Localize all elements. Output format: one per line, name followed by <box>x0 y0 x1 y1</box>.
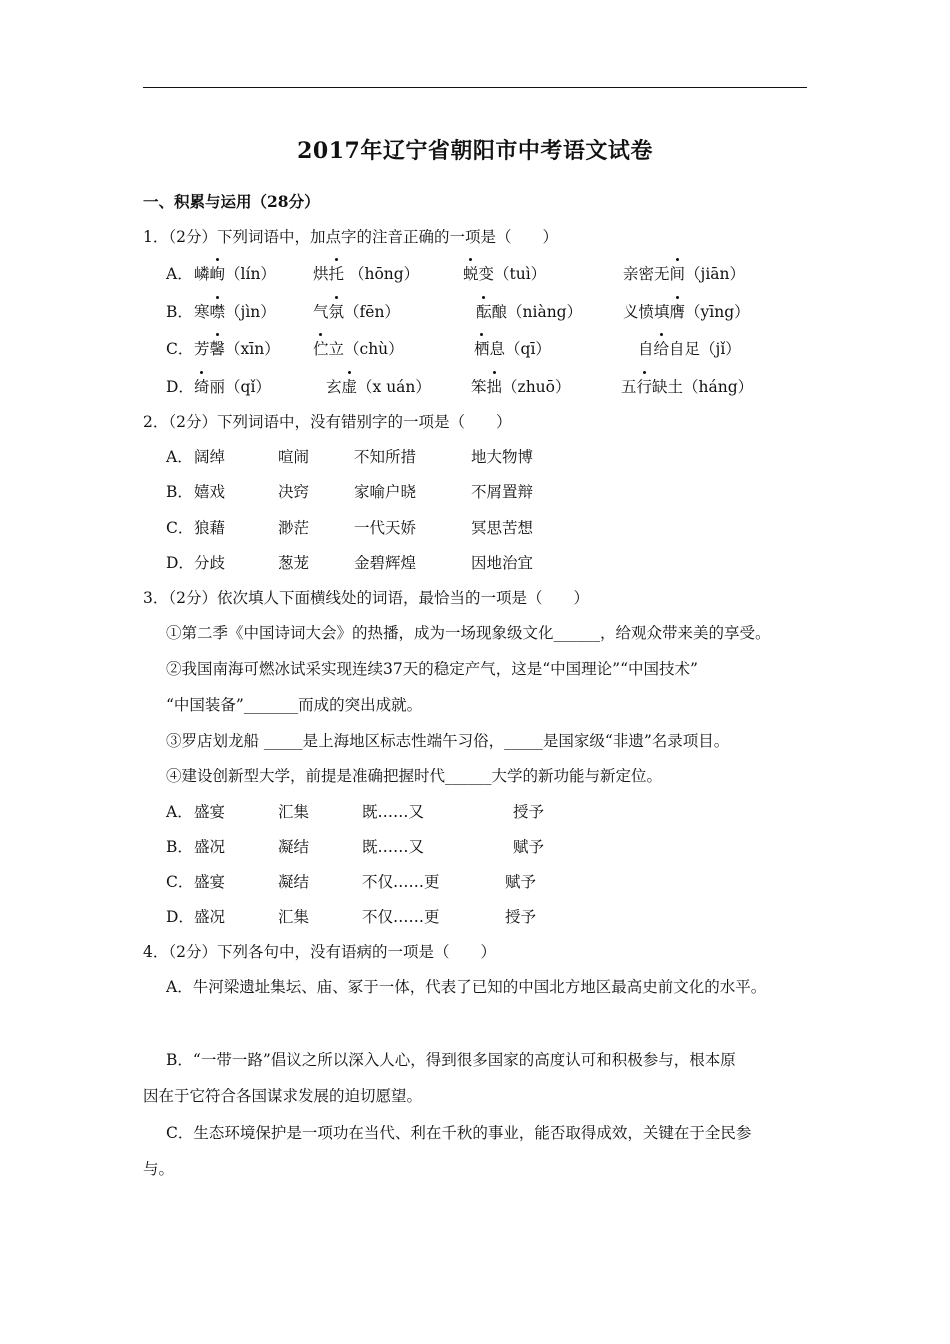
option-item: 渺茫 <box>278 519 310 537</box>
option-item <box>194 339 280 359</box>
emphasis-dot-char: 给 <box>653 340 670 358</box>
emphasis-dot-char: 蜕 <box>463 265 479 283</box>
question-4-option-a: A．牛河梁遗址集坛、庙、冢于一体，代表了已知的中国北方地区最高史前文化的水平。 <box>166 978 767 996</box>
option-item-text: （xīn） <box>225 340 280 358</box>
option-item <box>471 377 571 397</box>
option-item: 因地治宜 <box>471 554 534 572</box>
option-item: 嬉戏 <box>194 483 226 501</box>
emphasis-dot-char: 行 <box>636 378 653 396</box>
option-item <box>326 377 431 397</box>
option-item-text: 丽（qǐ） <box>209 378 271 396</box>
option-item-text: （lín） <box>225 265 276 283</box>
emphasis-dot-char: 噤 <box>209 303 226 321</box>
question-4-option-b: B．“一带一路”倡议之所以深入人心，得到很多国家的高度认可和积极参与，根本原 <box>166 1051 736 1069</box>
option-item-text: 玄 <box>326 378 342 396</box>
option-item: 冥思苦想 <box>471 519 534 537</box>
option-item: 既……又 <box>362 803 425 821</box>
option-item-text: 立（chù） <box>328 340 404 358</box>
option-item-text: 五 <box>621 378 637 396</box>
option-item: 喧闹 <box>278 448 310 466</box>
question-3-sentence: ④建设创新型大学，前提是准确把握时代______大学的新功能与新定位。 <box>166 767 663 785</box>
option-item: 一代天娇 <box>354 519 417 537</box>
option-item: 不仅……更 <box>362 873 440 891</box>
emphasis-dot-char: 馨 <box>209 340 226 358</box>
option-item <box>313 339 404 359</box>
option-item-text: 寒 <box>194 303 210 321</box>
option-item: 授予 <box>505 908 537 926</box>
exam-title: 2017年辽宁省朝阳市中考语文试卷 <box>297 138 653 164</box>
option-item-text: （jìn） <box>225 303 276 321</box>
option-item <box>621 377 753 397</box>
option-item: 不仅……更 <box>362 908 440 926</box>
option-letter: D． <box>166 378 194 396</box>
emphasis-dot-char: 绮 <box>194 378 210 396</box>
question-4-option-b-cont: 因在于它符合各国谋求发展的迫切愿望。 <box>143 1087 423 1105</box>
emphasis-dot-char: 栖 <box>474 340 490 358</box>
option-letter: D． <box>166 908 194 926</box>
option-item-text: 亲密无 <box>623 265 670 283</box>
option-letter: B． <box>166 303 193 321</box>
option-item: 阔绰 <box>194 448 226 466</box>
option-item: 葱茏 <box>278 554 310 572</box>
question-3-sentence: ②我国南海可燃冰试采实现连续37天的稳定产气，这是“中国理论”“中国技术” <box>166 660 698 678</box>
option-item <box>638 339 741 359</box>
emphasis-dot-char: 拙 <box>486 378 503 396</box>
option-item-text: 缺土（háng） <box>652 378 754 396</box>
option-item-text: （jiān） <box>685 265 746 283</box>
option-item-text: （x uán） <box>357 378 431 396</box>
emphasis-dot-char: 峋 <box>209 265 226 283</box>
option-item: 不屑置辩 <box>471 483 534 501</box>
option-item-text: 自足（jǐ） <box>669 340 741 358</box>
emphasis-dot-char: 间 <box>669 265 686 283</box>
option-item-text: （yīng） <box>685 303 750 321</box>
emphasis-dot-char: 伫 <box>313 340 329 358</box>
option-item <box>463 264 546 284</box>
option-item-text: （zhuō） <box>502 378 571 396</box>
option-item: 既……又 <box>362 838 425 856</box>
option-item <box>313 264 419 284</box>
option-item: 盛宴 <box>194 873 226 891</box>
option-letter: B． <box>166 483 193 501</box>
option-item-text: 酿（niàng） <box>491 303 583 321</box>
option-item: 凝结 <box>278 873 310 891</box>
option-item <box>474 339 551 359</box>
option-item: 地大物博 <box>471 448 534 466</box>
header-rule <box>143 87 807 88</box>
option-item: 决窍 <box>278 483 310 501</box>
question-3-sentence: ③罗店划龙船 _____是上海地区标志性端午习俗，_____是国家级“非遗”名录项目。 <box>166 732 730 750</box>
question-4-option-c: C．生态环境保护是一项功在当代、利在千秋的事业，能否取得成效，关键在于全民参 <box>166 1124 752 1142</box>
option-item-text: （fēn） <box>344 303 400 321</box>
option-item-text: 自 <box>638 340 654 358</box>
option-item-text: 烘 <box>313 265 329 283</box>
option-item: 盛况 <box>194 838 226 856</box>
option-item: 授予 <box>513 803 545 821</box>
question-3-stem: 3．（2分）依次填人下面横线处的词语，最恰当的一项是（ ） <box>143 589 589 607</box>
emphasis-dot-char: 膺 <box>669 303 686 321</box>
option-item-text: 变（tuì） <box>478 265 547 283</box>
option-item: 凝结 <box>278 838 310 856</box>
section-heading: 一、积累与运用（28分） <box>143 192 320 211</box>
option-item: 家喻户晓 <box>354 483 417 501</box>
option-item <box>194 302 276 322</box>
question-4-stem: 4．（2分）下列各句中，没有语病的一项是（ ） <box>143 943 496 961</box>
option-item: 不知所措 <box>354 448 417 466</box>
option-item: 汇集 <box>278 803 310 821</box>
question-3-sentence: “中国装备”_______而成的突出成就。 <box>166 696 423 714</box>
question-4-option-c-cont: 与。 <box>143 1160 175 1178</box>
option-item-text: 义愤填 <box>623 303 670 321</box>
option-item-text: 笨 <box>471 378 487 396</box>
option-item: 盛况 <box>194 908 226 926</box>
option-item-text: 嶙 <box>194 265 210 283</box>
emphasis-dot-char: 氛 <box>328 303 345 321</box>
question-2-stem: 2．（2分）下列词语中，没有错别字的一项是（ ） <box>143 413 512 431</box>
option-item-text: 息（qī） <box>489 340 551 358</box>
option-item <box>476 302 582 322</box>
option-item <box>623 302 750 322</box>
question-3-sentence: ①第二季《中国诗词大会》的热播，成为一场现象级文化______，给观众带来美的享受。 <box>166 624 771 642</box>
option-letter: C． <box>166 519 194 537</box>
question-1-stem: 1．（2分）下列词语中，加点字的注音正确的一项是（ ） <box>143 228 558 246</box>
option-item: 赋予 <box>513 838 545 856</box>
option-letter: A． <box>166 448 193 466</box>
option-letter: C． <box>166 873 194 891</box>
option-item: 赋予 <box>505 873 537 891</box>
option-item-text: 气 <box>313 303 329 321</box>
option-letter: D． <box>166 554 194 572</box>
option-item <box>194 377 271 397</box>
option-letter: A． <box>166 265 193 283</box>
option-item: 分歧 <box>194 554 226 572</box>
option-item <box>623 264 745 284</box>
option-item <box>194 264 276 284</box>
option-item: 狼藉 <box>194 519 226 537</box>
option-item: 汇集 <box>278 908 310 926</box>
option-letter: C． <box>166 340 194 358</box>
option-letter: A． <box>166 803 193 821</box>
emphasis-dot-char: 托 <box>328 265 345 283</box>
option-item-text: （hōng） <box>344 265 420 283</box>
emphasis-dot-char: 酝 <box>476 303 492 321</box>
option-letter: B． <box>166 838 193 856</box>
option-item: 金碧辉煌 <box>354 554 417 572</box>
emphasis-dot-char: 虚 <box>341 378 358 396</box>
option-item: 盛宴 <box>194 803 226 821</box>
option-item-text: 芳 <box>194 340 210 358</box>
option-item <box>313 302 400 322</box>
